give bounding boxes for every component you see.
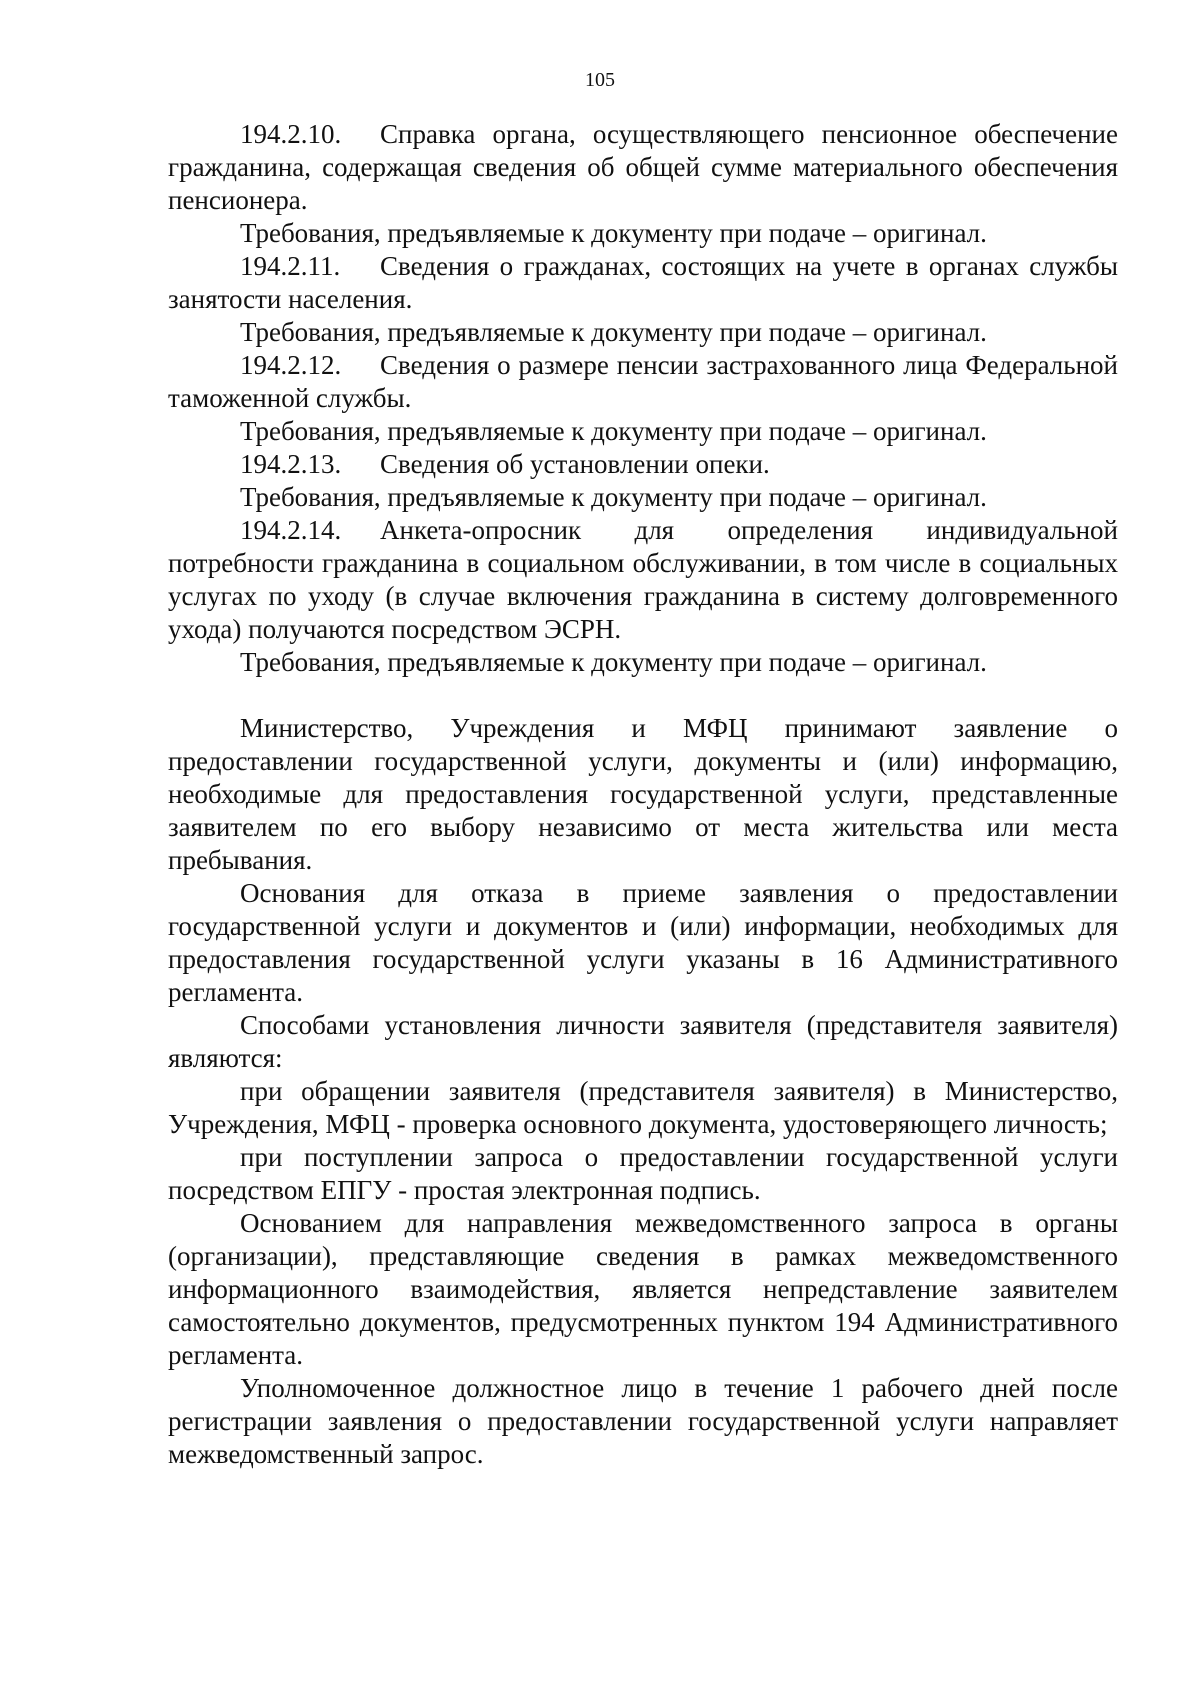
paragraph-in-person-check: при обращении заявителя (представителя заявителя) в Министерство, Учреждения, МФЦ - проверка основного документа, удостоверяющего личность; (168, 1076, 1118, 1139)
page-number: 105 (585, 69, 615, 91)
item-194-2-13 (168, 448, 1118, 481)
item-requirement: Требования, предъявляемые к документу при подаче – оригинал. (240, 317, 987, 347)
item-text: Анкета-опросник для определения индивидуальной потребности гражданина в социальном обслуживании, в том числе в социальных услугах по уходу (в случае включения гражданина в систему долговременного ухода) получаются посредством ЭСРН. (168, 515, 1118, 644)
item-number: 194.2.12. (240, 350, 342, 380)
item-text: Сведения о размере пенсии застрахованного лица Федеральной таможенной службы. (168, 350, 1118, 413)
item-requirement: Требования, предъявляемые к документу при подаче – оригинал. (240, 218, 987, 248)
paragraph-epgu-signature: при поступлении запроса о предоставлении государственной услуги посредством ЕПГУ - простая электронная подпись. (168, 1142, 1118, 1205)
paragraph-interagency-request-basis: Основанием для направления межведомственного запроса в органы (организации), представляющие сведения в рамках межведомственного информационного взаимодействия, является непредставление заявителем самостоятельно документов, предусмотренных пунктом 194 Административного регламента. (168, 1208, 1118, 1370)
item-text: Сведения об установлении опеки. (380, 449, 770, 479)
document-body (168, 118, 1118, 1471)
paragraph-identification-methods: Способами установления личности заявителя (представителя заявителя) являются: (168, 1010, 1118, 1073)
item-text: Справка органа, осуществляющего пенсионное обеспечение гражданина, содержащая сведения об общей сумме материального обеспечения пенсионера. (168, 119, 1118, 215)
item-number: 194.2.14. (240, 515, 342, 545)
item-requirement: Требования, предъявляемые к документу при подаче – оригинал. (240, 482, 987, 512)
item-194-2-10 (168, 118, 1118, 217)
item-requirement: Требования, предъявляемые к документу при подаче – оригинал. (240, 647, 987, 677)
item-number: 194.2.11. (240, 251, 341, 281)
item-194-2-12 (168, 349, 1118, 415)
item-requirement: Требования, предъявляемые к документу при подаче – оригинал. (240, 416, 987, 446)
paragraph-acceptance: Министерство, Учреждения и МФЦ принимают заявление о предоставлении государственной услуги, документы и (или) информацию, необходимые для предоставления государственной услуги, представленные заявителем по его выбору независимо от места жительства или места пребывания. (168, 713, 1118, 875)
paragraph-gap (168, 679, 1118, 712)
item-194-2-11 (168, 250, 1118, 316)
item-text: Сведения о гражданах, состоящих на учете в органах службы занятости населения. (168, 251, 1118, 314)
paragraph-refusal-grounds: Основания для отказа в приеме заявления о предоставлении государственной услуги и документов и (или) информации, необходимых для предоставления государственной услуги указаны в 16 Административного регламента. (168, 878, 1118, 1007)
item-number: 194.2.13. (240, 449, 342, 479)
item-194-2-14 (168, 514, 1118, 646)
item-number: 194.2.10. (240, 119, 342, 149)
paragraph-authorized-official: Уполномоченное должностное лицо в течение 1 рабочего дней после регистрации заявления о предоставлении государственной услуги направляет межведомственный запрос. (168, 1373, 1118, 1469)
